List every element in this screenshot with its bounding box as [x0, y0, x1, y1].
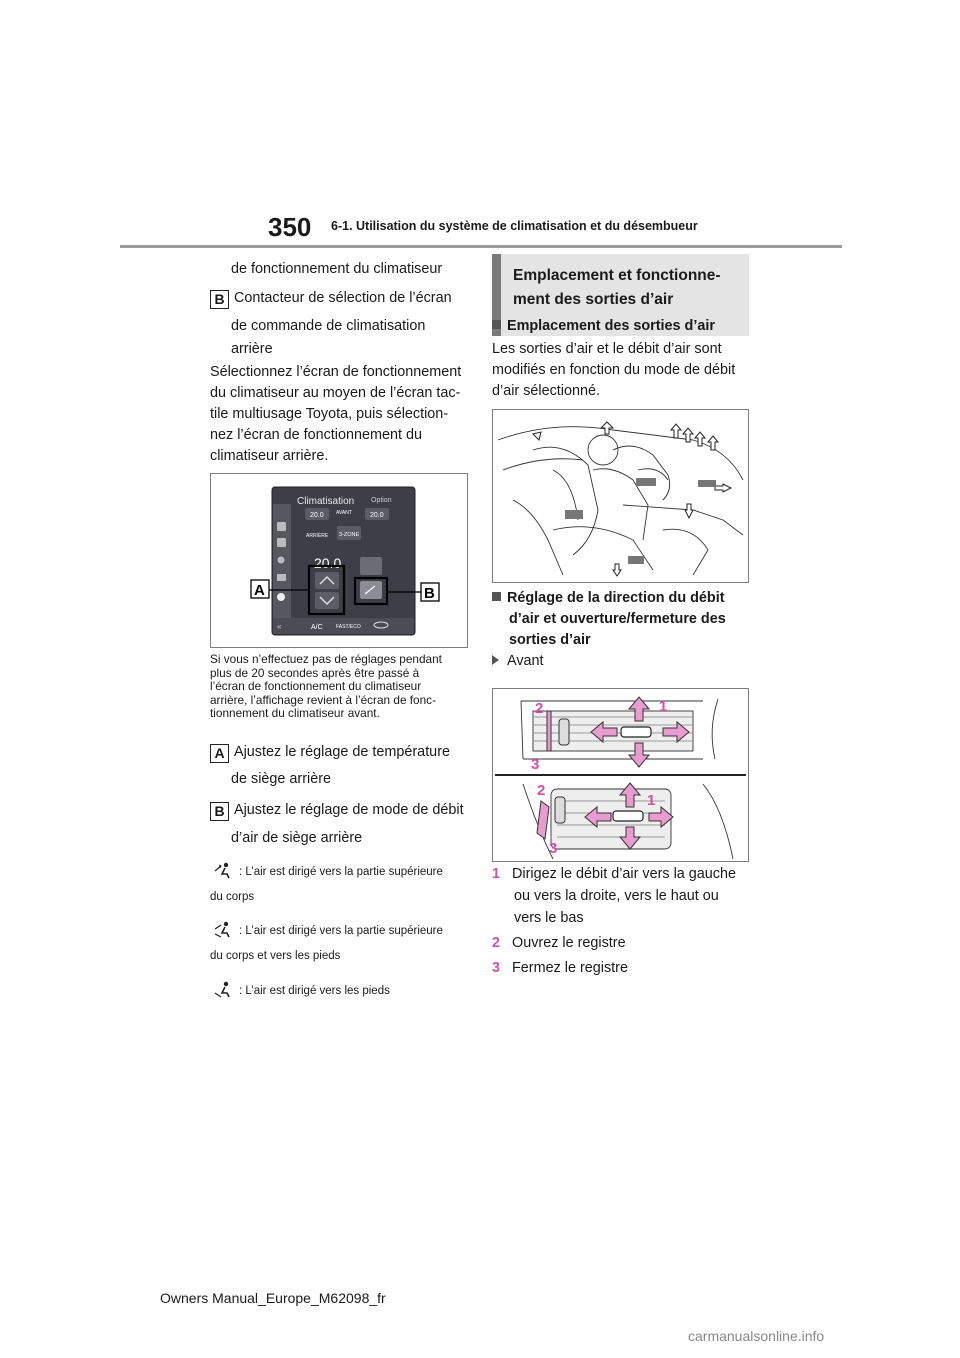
- manual-footer: Owners Manual_Europe_M62098_fr: [160, 1290, 386, 1306]
- para-line: Sélectionnez l’écran de fonctionnement: [210, 364, 462, 380]
- item-b-line1: Contacteur de sélection de l’écran: [234, 290, 452, 306]
- triangle-bullet-icon: [492, 655, 499, 665]
- mode-3-text: : L’air est dirigé vers les pieds: [239, 985, 390, 997]
- subheading-location: [492, 316, 715, 337]
- option-label: Option: [371, 497, 392, 504]
- mode-2-text-cont: du corps et vers les pieds: [210, 950, 341, 962]
- badge-a: A: [210, 744, 229, 763]
- screen-title: Climatisation: [297, 496, 355, 507]
- rear-temp-value: 20.0: [314, 555, 342, 571]
- bars-icon: [277, 574, 286, 581]
- section-title-line2: ment des sorties d’air: [513, 291, 674, 308]
- note-line: Si vous n’effectuez pas de réglages pendant: [210, 652, 442, 666]
- badge-b: B: [210, 290, 229, 309]
- note-line: tionnement du climatiseur avant.: [210, 706, 380, 721]
- para-line: nez l’écran de fonctionnement du: [210, 427, 423, 443]
- step-1-line1: Dirigez le débit d’air vers la gauche: [512, 866, 736, 882]
- feet-air-icon: [213, 980, 235, 998]
- location-line: Les sorties d’air et le débit d’air sont: [492, 341, 722, 357]
- mode-1-text-cont: du corps: [210, 891, 255, 903]
- para-line: du climatiseur au moyen de l’écran tac-: [210, 385, 461, 401]
- para-line: tile multiusage Toyota, puis sélection-: [210, 406, 449, 422]
- front-right-temp: 20.0: [370, 512, 384, 519]
- note-line: l’écran de fonctionnement du climatiseur: [210, 679, 422, 694]
- seat-icon: [277, 522, 286, 531]
- step-2-number: 2: [492, 935, 501, 951]
- item-a-line1: Ajustez le réglage de température: [234, 744, 450, 760]
- step-1: [492, 864, 736, 885]
- mode-upper-feet: [213, 920, 443, 938]
- zone-label: 3-ZONE: [339, 532, 360, 538]
- square-bullet-icon: [492, 592, 501, 601]
- item-b2-line1: Ajustez le réglage de mode de débit: [234, 802, 464, 818]
- label-1-bottom: 1: [647, 792, 656, 809]
- ac-button[interactable]: A/C: [311, 624, 323, 631]
- subheading-location-text: Emplacement des sorties d’air: [507, 318, 715, 334]
- avant-label: AVANT: [336, 510, 352, 516]
- vent-locations-figure: [492, 409, 749, 583]
- vent-controls-illustration: [493, 689, 748, 861]
- section-title-line1: Emplacement et fonctionne-: [513, 267, 721, 284]
- chapter-title: 6-1. Utilisation du système de climatisation et du désembueur: [331, 219, 698, 233]
- item-b2-line2: d’air de siège arrière: [231, 830, 363, 846]
- step-1-number: 1: [492, 866, 501, 882]
- note-paragraph: [210, 653, 442, 721]
- mode-1-text: : L’air est dirigé vers la partie supérieure: [239, 866, 443, 878]
- item-b-line3: arrière: [231, 341, 273, 357]
- step-3-text: Fermez le registre: [512, 960, 628, 976]
- arriere-label: ARRIÈRE: [306, 533, 329, 539]
- item-b-mode: [210, 800, 464, 821]
- rear-climate-screen-figure: [210, 473, 468, 648]
- step-1-line3: vers le bas: [514, 910, 584, 926]
- step-3-number: 3: [492, 960, 501, 976]
- svg-text:«: «: [277, 622, 282, 631]
- temp-down-button[interactable]: [315, 592, 339, 609]
- seat-heat-icon: [277, 538, 286, 547]
- mode-2-text: : L’air est dirigé vers la partie supérieure: [239, 925, 443, 937]
- note-line: plus de 20 secondes après être passé à: [210, 665, 420, 680]
- location-paragraph: [492, 339, 735, 402]
- label-1-top: 1: [659, 698, 668, 715]
- direction-line2: d’air et ouverture/fermeture des: [509, 611, 726, 627]
- square-bullet-icon: [492, 320, 501, 329]
- airflow-upper-feet-button[interactable]: [360, 581, 382, 599]
- car-interior-illustration: [493, 410, 748, 582]
- label-2-bottom: 2: [537, 782, 546, 799]
- item-b-selector: [210, 288, 452, 309]
- mode-feet: [213, 980, 390, 998]
- direction-line3: sorties d’air: [509, 632, 591, 648]
- note-line: arrière, l’affichage revient à l’écran de fonc-: [210, 692, 437, 707]
- instruction-paragraph: [210, 362, 461, 467]
- label-3-bottom: 3: [549, 840, 558, 857]
- step-3: [492, 958, 628, 979]
- vent-adjustment-figure: [492, 688, 749, 862]
- temp-up-button[interactable]: [315, 572, 339, 589]
- subheading-direction: [492, 588, 726, 651]
- item-a: [210, 742, 450, 763]
- fast-eco-button[interactable]: FAST/ECO: [336, 624, 361, 630]
- continued-text: de fonctionnement du climatiseur: [231, 261, 443, 277]
- climate-screen-illustration: [211, 474, 467, 647]
- badge-b2: B: [210, 802, 229, 821]
- gear-icon: [277, 593, 285, 601]
- music-icon: [278, 557, 285, 564]
- location-line: d’air sélectionné.: [492, 383, 600, 399]
- direction-line1: Réglage de la direction du débit: [507, 590, 725, 606]
- header-divider: [120, 245, 842, 248]
- location-line: modifiés en fonction du mode de débit: [492, 362, 736, 378]
- watermark: carmanualsonline.info: [688, 1328, 825, 1344]
- para-line: climatiseur arrière.: [210, 448, 329, 464]
- step-2-text: Ouvrez le registre: [512, 935, 626, 951]
- airflow-mode-button[interactable]: [360, 557, 382, 575]
- item-b-line2: de commande de climatisation: [231, 318, 426, 334]
- label-2-top: 2: [535, 700, 544, 717]
- front-left-temp: 20.0: [310, 512, 324, 519]
- upper-body-air-icon: [213, 861, 235, 879]
- page-number: 350: [268, 212, 312, 242]
- item-a-line2: de siège arrière: [231, 771, 331, 787]
- callout-b: B: [424, 585, 435, 602]
- step-1-line2: ou vers la droite, vers le haut ou: [514, 888, 719, 904]
- front-label-text: Avant: [507, 653, 544, 669]
- front-label: [492, 651, 544, 672]
- callout-a: A: [254, 582, 265, 599]
- mode-upper-body: [213, 861, 443, 879]
- step-2: [492, 933, 626, 954]
- upper-body-feet-air-icon: [213, 920, 235, 938]
- label-3-top: 3: [531, 756, 540, 773]
